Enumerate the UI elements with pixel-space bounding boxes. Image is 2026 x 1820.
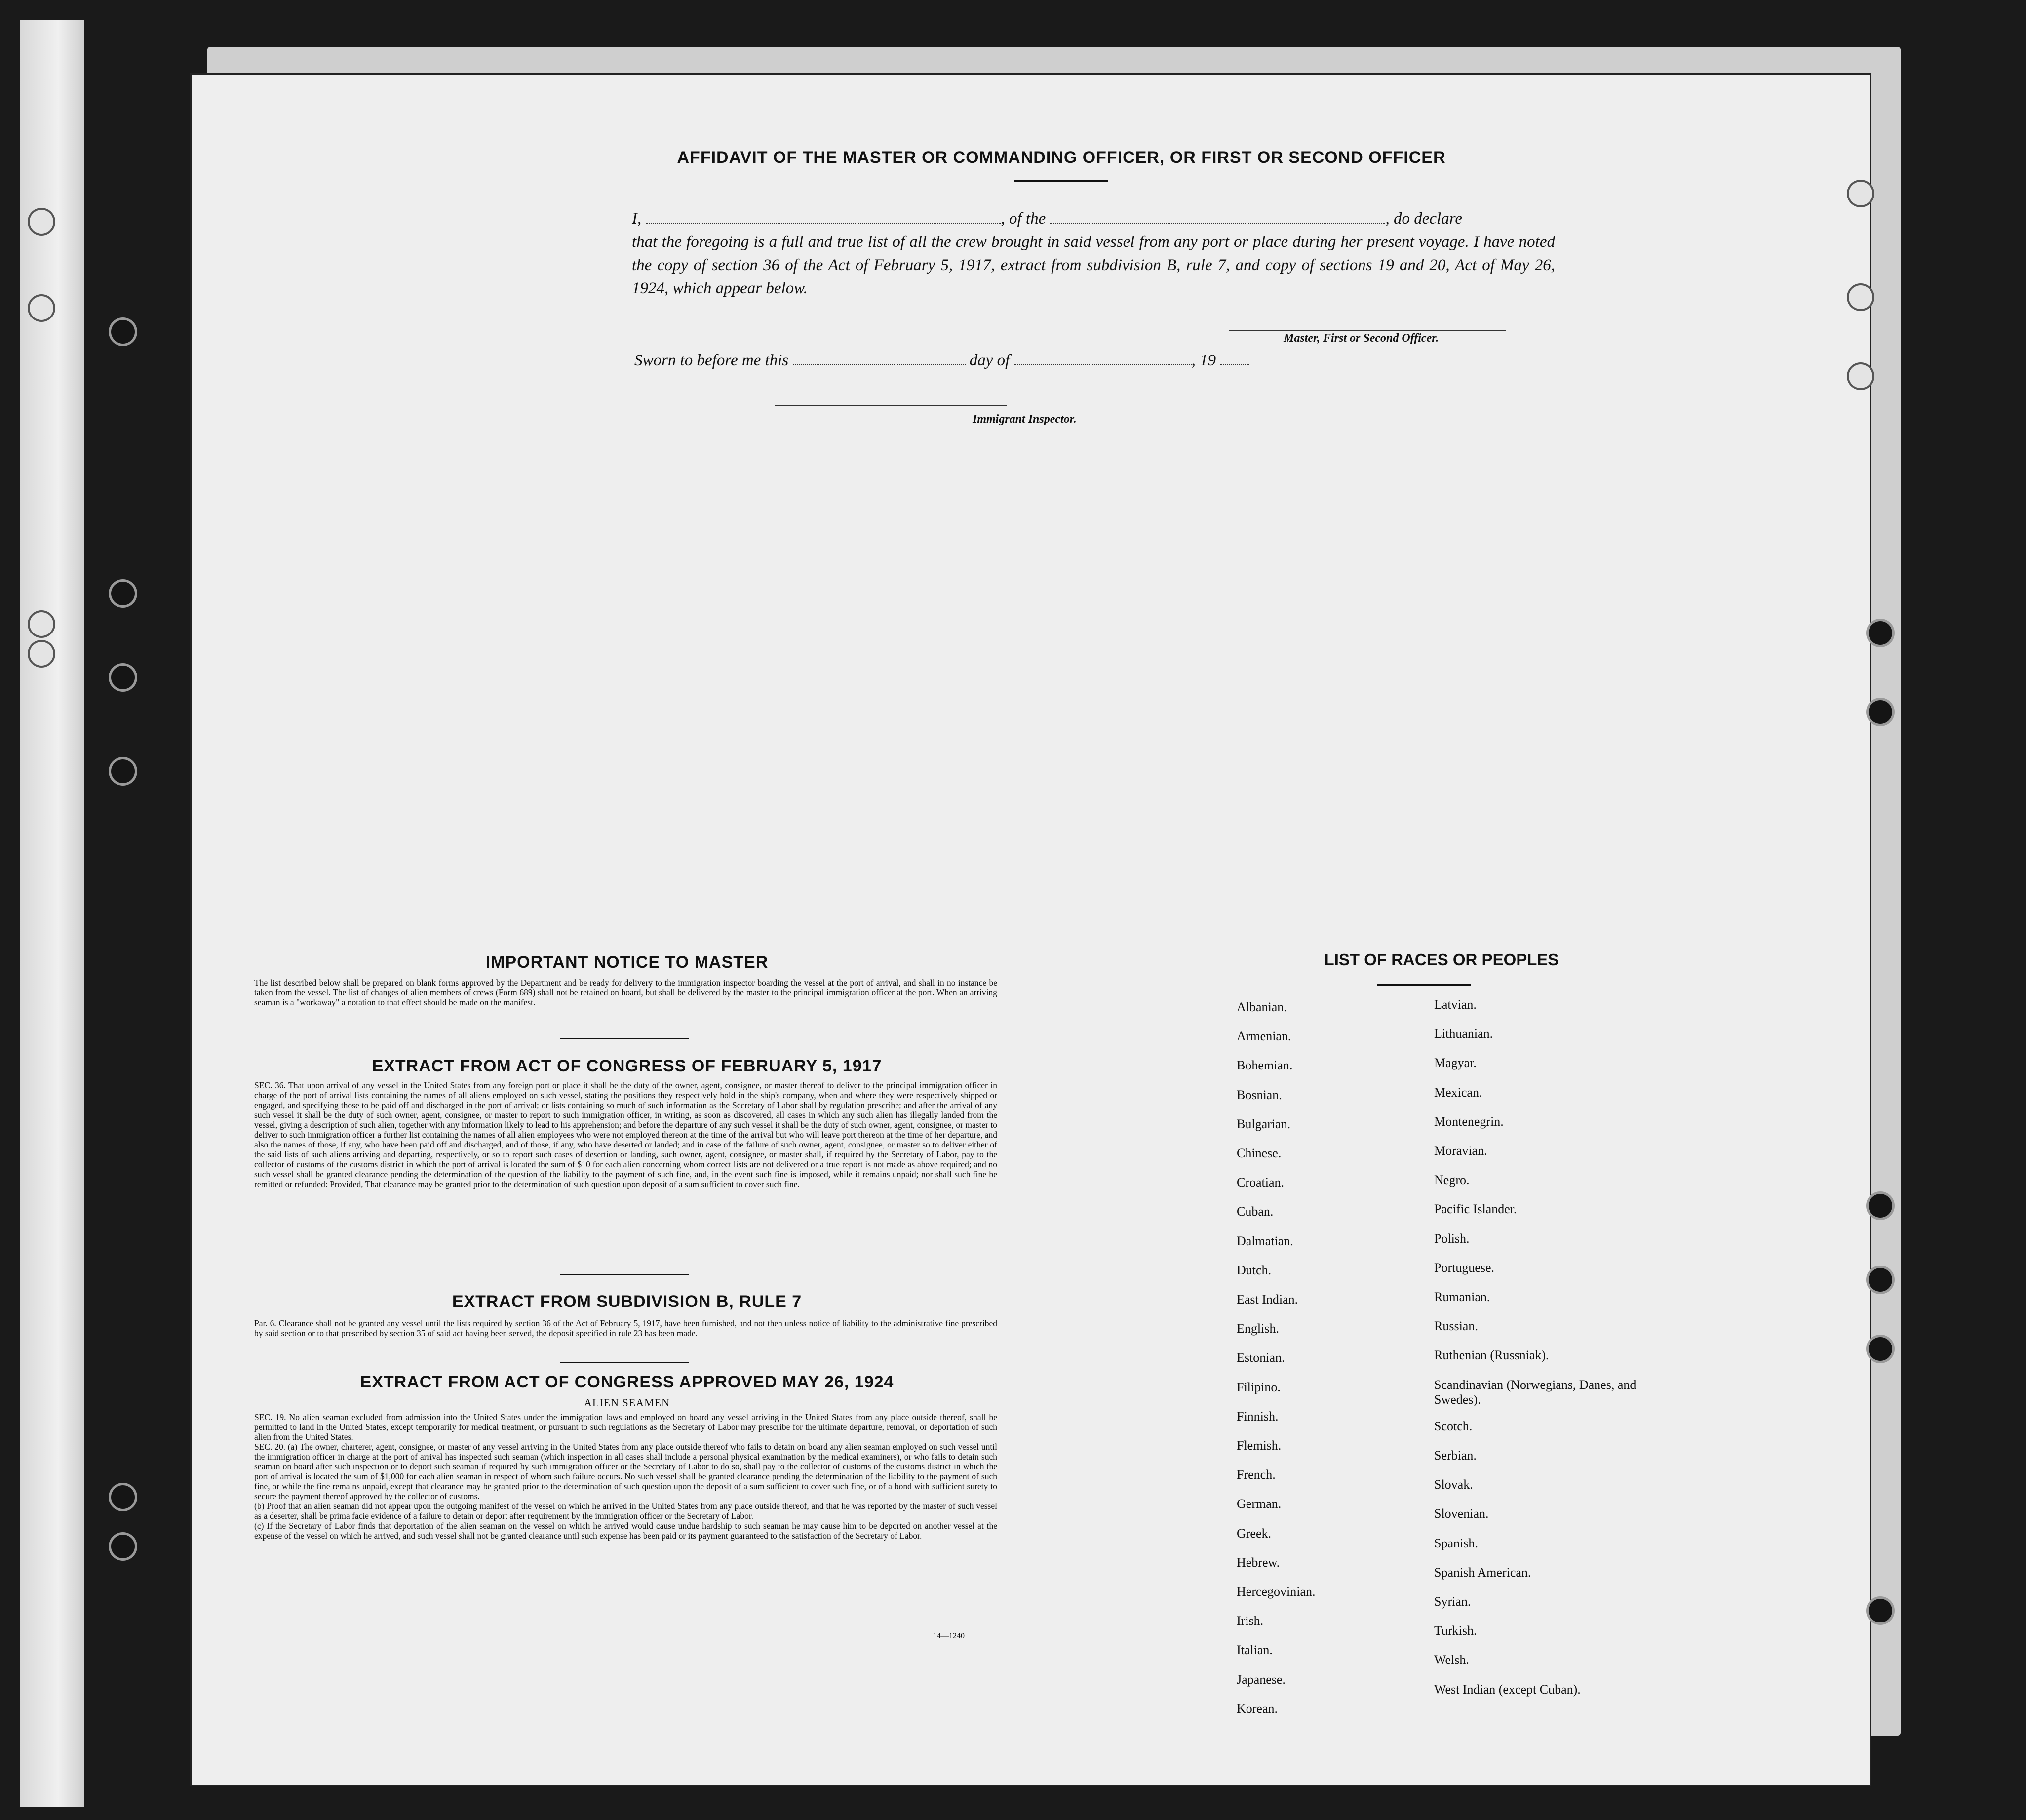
race-item: Scotch.	[1434, 1419, 1473, 1433]
race-item: Scandinavian (Norwegians, Danes, and Swedes).	[1434, 1377, 1636, 1407]
binder-hole-icon	[30, 296, 53, 320]
punch-hole-icon	[111, 1535, 135, 1558]
extract-1924-body	[254, 1412, 997, 1541]
race-item: Bulgarian.	[1237, 1116, 1291, 1131]
sworn-line	[634, 352, 1249, 370]
race-item: Croatian.	[1237, 1175, 1285, 1190]
race-item: Turkish.	[1434, 1623, 1477, 1638]
race-item: Korean.	[1237, 1701, 1278, 1716]
sec19-text: SEC. 19. No alien seaman excluded from admission into the United States under the immigration laws and employed on board any vessel arriving in the United States from any place outside thereof, shall be permitted to land in the United States, except temporarily for medical treatment, or pursuant to such regulations as the Secretary of Labor may prescribe for the ultimate departure, removal, or deportation of such alien from the United States.	[254, 1412, 997, 1442]
race-item: Bohemian.	[1237, 1058, 1293, 1073]
races-title: LIST OF RACES OR PEOPLES	[1324, 950, 1559, 969]
race-item: Lithuanian.	[1434, 1027, 1493, 1041]
punch-hole-icon	[1849, 364, 1872, 388]
race-item: Negro.	[1434, 1173, 1470, 1187]
race-item: Dutch.	[1237, 1263, 1272, 1277]
punch-hole-icon	[1869, 621, 1892, 645]
race-item: Welsh.	[1434, 1653, 1469, 1667]
punch-hole-icon	[1869, 1599, 1892, 1622]
race-item: Rumanian.	[1434, 1290, 1490, 1304]
race-item: Chinese.	[1237, 1146, 1282, 1160]
punch-hole-icon	[111, 666, 135, 689]
sworn-year: , 19	[1191, 352, 1216, 369]
affidavit-declare: , do declare	[1385, 210, 1462, 228]
master-signature-line[interactable]	[1229, 330, 1506, 331]
races-rule	[1377, 984, 1471, 986]
affidavit-body	[632, 207, 1555, 300]
race-item: Slovenian.	[1434, 1506, 1489, 1521]
race-item: German.	[1237, 1497, 1282, 1511]
race-item: Montenegrin.	[1434, 1114, 1504, 1129]
punch-hole-icon	[111, 759, 135, 783]
affidavit-of-the: , of the	[1001, 210, 1046, 228]
race-item: Italian.	[1237, 1643, 1273, 1658]
vessel-blank[interactable]	[1050, 222, 1385, 224]
race-item: Mexican.	[1434, 1085, 1482, 1100]
race-item: Bosnian.	[1237, 1087, 1282, 1102]
master-signature-label: Master, First or Second Officer.	[1284, 332, 1439, 345]
notice-title: IMPORTANT NOTICE TO MASTER	[485, 953, 769, 972]
affidavit-title: AFFIDAVIT OF THE MASTER OR COMMANDING OFFICER, OR FIRST OR SECOND OFFICER	[677, 148, 1446, 167]
sec20a-text: SEC. 20. (a) The owner, charterer, agent, consignee, or master of any vessel arriving in the United States from any place outside thereof who fails to detain on board any alien seaman employed on such vessel until the immigration officer in charge at the port of arrival has inspected such seaman (which inspection in all cases shall include a personal physical examination by the medical examiners), or who fails to detain such seaman on board after such inspection or to deport such seaman if required by such immigration officer or the Secretary of Labor to do so, shall pay to the collector of customs of the customs district in which the port of arrival is located the sum of $1,000 for each alien seaman in respect of whom such failure occurs. No such vessel shall be granted clearance pending the determination of the liability to the payment of such fine, or while the fine remains unpaid, except that clearance may be granted prior to the determination of such question upon the deposit of a sum sufficient to cover such fine, or of a bond with sufficient surety to secure the payment thereof approved by the collector of customs.	[254, 1442, 997, 1501]
rule7-rule	[560, 1362, 689, 1363]
extract-1917-title: EXTRACT FROM ACT OF CONGRESS OF FEBRUARY 5, 1917	[372, 1057, 882, 1075]
race-item: Finnish.	[1237, 1409, 1279, 1424]
race-item: Russian.	[1434, 1319, 1478, 1334]
sworn-prefix: Sworn to before me this	[634, 352, 789, 369]
rule7-title: EXTRACT FROM SUBDIVISION B, RULE 7	[452, 1292, 802, 1311]
race-item: Moravian.	[1434, 1144, 1487, 1158]
race-item: Dalmatian.	[1237, 1233, 1293, 1248]
race-item: Filipino.	[1237, 1380, 1281, 1394]
race-item: Magyar.	[1434, 1056, 1477, 1070]
punch-hole-icon	[1869, 1337, 1892, 1361]
race-item: Albanian.	[1237, 1000, 1287, 1014]
race-item: Latvian.	[1434, 997, 1477, 1012]
extract-1924-title: EXTRACT FROM ACT OF CONGRESS APPROVED MAY 26, 1924	[360, 1373, 894, 1391]
race-item: Flemish.	[1237, 1438, 1282, 1453]
race-item: Cuban.	[1237, 1204, 1274, 1219]
punch-hole-icon	[111, 582, 135, 605]
race-item: Slovak.	[1434, 1477, 1473, 1492]
race-item: Estonian.	[1237, 1350, 1285, 1365]
form-number: 14—1240	[933, 1632, 965, 1640]
race-item: French.	[1237, 1467, 1276, 1482]
race-item: East Indian.	[1237, 1292, 1298, 1306]
sec20b-text: (b) Proof that an alien seaman did not appear upon the outgoing manifest of the vessel on which he arrived in the United States from any place outside thereof, and that he was reported by the master of such vessel as a deserter, shall be prima facie evidence of a failure to detain or deport after requirement by the immigration officer or the Secretary of Labor.	[254, 1501, 997, 1521]
race-item: Portuguese.	[1434, 1260, 1495, 1275]
race-item: Spanish.	[1434, 1536, 1478, 1550]
affidavit-line-1	[632, 207, 1555, 231]
race-item: Greek.	[1237, 1526, 1272, 1541]
race-item: Syrian.	[1434, 1594, 1471, 1609]
affidavit-title-rule	[1014, 180, 1108, 182]
sworn-year-blank[interactable]	[1220, 364, 1249, 365]
notice-rule	[560, 1038, 689, 1039]
race-item: Spanish American.	[1434, 1565, 1531, 1580]
binder-hole-icon	[30, 642, 53, 666]
affidavit-i: I,	[632, 210, 642, 228]
binder-hole-icon	[30, 210, 53, 234]
punch-hole-icon	[111, 320, 135, 344]
inspector-label: Immigrant Inspector.	[973, 413, 1077, 426]
race-item: Hercegovinian.	[1237, 1584, 1316, 1599]
race-item: Japanese.	[1237, 1672, 1286, 1687]
extract-1917-rule	[560, 1274, 689, 1275]
extract-1917-text: SEC. 36. That upon arrival of any vessel in the United States from any foreign port or place it shall be the duty of the owner, agent, consignee, or master thereof to deliver to the principal immigration officer in charge of the port of arrival lists containing the names of all aliens employed on such vessel, stating the positions they respectively hold in the ship's company, when and where they were respectively shipped or engaged, and specifying those to be paid off and discharged in the port of arrival; or lists containing so much of such information as the Secretary of Labor shall by regulation prescribe; and after the arrival of any such vessel it shall be the duty of such owner, agent, consignee, or master to report to such immigration officer, in writing, as soon as discovered, all cases in which any such alien has illegally landed from the vessel, giving a description of such alien, together with any information likely to lead to his apprehension; and before the departure of any such vessel it shall be the duty of such owner, agent, consignee, or master to deliver to such immigration officer a further list containing the names of all alien employees who were not employed thereon at the time of the arrival but who will leave port thereon at the time of her departure, and also the names of those, if any, who have been paid off and discharged, and of those, if any, who have deserted or landed; and in case of the failure of such owner, agent, consignee, or master so to deliver either of the said lists of such aliens arriving and departing, respectively, or so to report such cases of desertion or landing, such owner, agent, consignee, or master shall, if required by the Secretary of Labor, pay to the collector of customs of the customs district in which the port of arrival is located the sum of $10 for each alien concerning whom correct lists are not delivered or a true report is not made as above required; and no such vessel shall be granted clearance pending the determination of the question of the liability to the payment of such fine, and, in the event such fine is imposed, while it remains unpaid; nor shall such fine be remitted or refunded: Provided, That clearance may be granted prior to the determination of such question upon deposit of a sum sufficient to cover such fine.	[254, 1080, 997, 1189]
race-item: West Indian (except Cuban).	[1434, 1682, 1581, 1697]
race-item: Ruthenian (Russniak).	[1434, 1348, 1549, 1363]
sworn-date-blank[interactable]	[793, 364, 966, 365]
race-item: Serbian.	[1434, 1448, 1477, 1463]
punch-hole-icon	[1849, 182, 1872, 205]
binder-hole-icon	[30, 612, 53, 636]
sworn-month-blank[interactable]	[1014, 364, 1192, 365]
punch-hole-icon	[1849, 285, 1872, 309]
race-item: English.	[1237, 1321, 1279, 1336]
race-item: Pacific Islander.	[1434, 1202, 1517, 1217]
race-item: Armenian.	[1237, 1029, 1291, 1044]
punch-hole-icon	[1869, 1268, 1892, 1292]
inspector-signature-line[interactable]	[775, 405, 1007, 406]
sworn-day-of: day of	[969, 352, 1010, 369]
notice-text: The list described below shall be prepared on blank forms approved by the Department and be ready for delivery to the immigration inspector boarding the vessel at the port of arrival, and shall in no instance be taken from the vessel. The list of changes of alien members of crews (Form 689) shall not be retained on board, but shall be delivered by the master to the principal immigration officer at the port. When an arriving seaman is a "workaway" a notation to that effect should be made on the manifest.	[254, 978, 997, 1007]
extract-1924-subtitle: ALIEN SEAMEN	[584, 1396, 670, 1409]
race-item: Polish.	[1434, 1231, 1470, 1246]
punch-hole-icon	[1869, 700, 1892, 724]
sec20c-text: (c) If the Secretary of Labor finds that deportation of the alien seaman on the vessel on which he arrived would cause undue hardship to such seaman he may cause him to be deported on another vessel at the expense of the vessel on which he arrived, and such vessel shall not be granted clearance until such expense has been paid or its payment guaranteed to the satisfaction of the Secretary of Labor.	[254, 1521, 997, 1541]
binder-strip	[20, 20, 84, 1807]
affidavit-text: that the foregoing is a full and true list of all the crew brought in said vessel from any port or place during her present voyage. I have noted the copy of section 36 of the Act of February 5, 1917, extract from subdivision B, rule 7, and copy of sections 19 and 20, Act of May 26, 1924, which appear below.	[632, 233, 1555, 297]
punch-hole-icon	[1869, 1194, 1892, 1218]
race-item: Irish.	[1237, 1614, 1264, 1628]
race-item: Hebrew.	[1237, 1555, 1280, 1570]
rule7-text: Par. 6. Clearance shall not be granted any vessel until the lists required by section 36 of the Act of February 5, 1917, have been furnished, and not then unless notice of liability to the administrative fine prescribed by said section or to that prescribed by section 35 of said act having been served, the deposit specified in rule 23 has been made.	[254, 1318, 997, 1338]
name-blank[interactable]	[646, 222, 1001, 224]
punch-hole-icon	[111, 1485, 135, 1509]
